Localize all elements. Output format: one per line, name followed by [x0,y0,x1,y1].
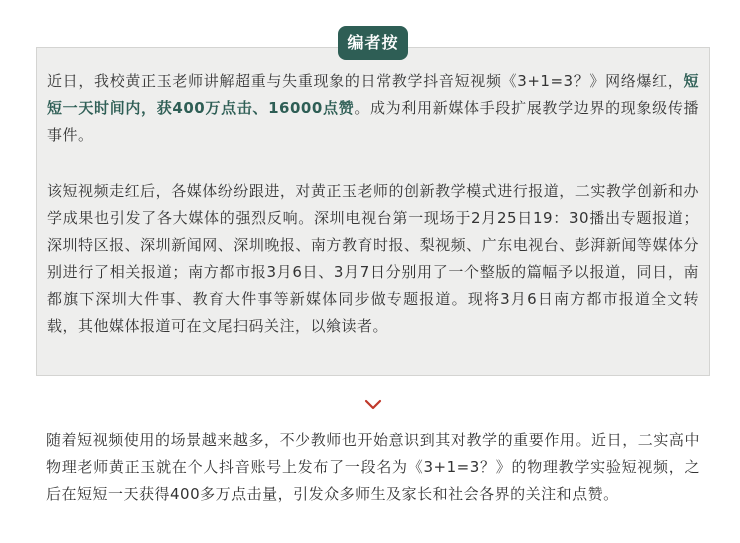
editor-note-text: 近日，我校黄正玉老师讲解超重与失重现象的日常教学抖音短视频《3+1=3？》网络爆红， [47,72,684,90]
chevron-down-icon [364,399,382,411]
article-paragraph-1: 随着短视频使用的场景越来越多，不少教师也开始意识到其对教学的重要作用。近日，二实高中物理老师黄正玉就在个人抖音账号上发布了一段名为《3+1=3？》的物理教学实验短视频，之后在短短一天获得400多万点击量，引发众多师生及家长和社会各界的关注和点赞。 [46,431,700,503]
editor-note-paragraph-2: 该短视频走红后，各媒体纷纷跟进，对黄正玉老师的创新教学模式进行报道，二实教学创新和办学成果也引发了各大媒体的强烈反响。深圳电视台第一现场于2月25日19：30播出专题报道；深圳特区报、深圳新闻网、深圳晚报、南方教育时报、梨视频、广东电视台、彭湃新闻等媒体分别进行了相关报道；南方都市报3月6日、3月7日分别用了一个整版的篇幅予以报道，同日，南都旗下深圳大件事、教育大件事等新媒体同步做专题报道。现将3月6日南方都市报道全文转载，其他媒体报道可在文尾扫码关注，以飨读者。 [47,182,699,335]
editor-note-highlight: 短短一天时间内，获400万点击、16000点赞 [47,72,699,117]
editor-note-text: 。成为利用新媒体手段扩展教学边界的现象级传播事件。 [47,99,699,144]
editor-note-paragraph-1 [47,68,699,149]
editor-note-tag: 编者按 [338,26,408,60]
editor-note-box [36,47,710,376]
